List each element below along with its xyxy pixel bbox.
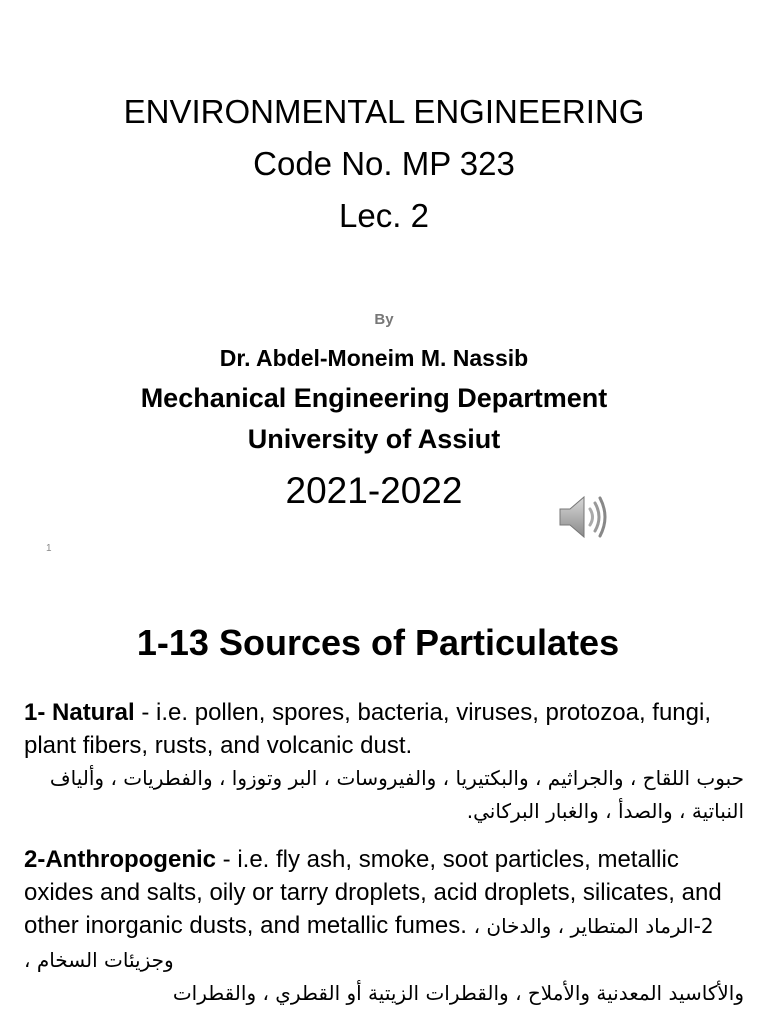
natural-sources-paragraph <box>24 696 744 828</box>
course-code: Code No. MP 323 <box>253 145 515 182</box>
anthropogenic-sources-paragraph <box>24 843 744 1010</box>
anthropogenic-label: 2-Anthropogenic <box>24 846 216 873</box>
anthropogenic-arabic-text: والأكاسيد المعدنية والأملاح ، والقطرات الزيتية أو القطري ، والقطرات <box>172 981 744 1005</box>
department: Mechanical Engineering Department <box>140 383 608 413</box>
anthropogenic-arabic-inline: 2-الرماد المتطاير ، والدخان ، وجزيئات السخام ، <box>24 914 714 972</box>
natural-label: 1- Natural <box>24 699 135 726</box>
page-number: 1 <box>46 543 52 554</box>
by-label: By <box>374 311 394 328</box>
author-name: Dr. Abdel-Moneim M. Nassib <box>219 345 529 371</box>
lecture-number: Lec. 2 <box>339 197 429 234</box>
content-slide <box>0 580 768 1024</box>
course-title: ENVIRONMENTAL ENGINEERING <box>123 93 645 130</box>
academic-years: 2021-2022 <box>285 470 463 511</box>
university: University of Assiut <box>247 424 501 454</box>
natural-arabic-text: حبوب اللقاح ، والجراثيم ، والبكتيريا ، والفيروسات ، البر وتوزوا ، والفطريات ، وألياف النباتية ، والصدأ ، والغبار البركاني. <box>49 766 744 823</box>
natural-text: - i.e. pollen, spores, bacteria, viruses, protozoa, fungi, plant fibers, rusts, and volcanic dust. <box>24 699 711 759</box>
speaker-icon[interactable] <box>557 491 613 543</box>
slide-title: 1-13 Sources of Particulates <box>136 622 620 663</box>
anthropogenic-text: - i.e. fly ash, smoke, soot particles, metallic oxides and salts, oily or tarry droplets, acid droplets, silicates, and other inorganic dusts, and metallic fumes. <box>24 846 722 939</box>
